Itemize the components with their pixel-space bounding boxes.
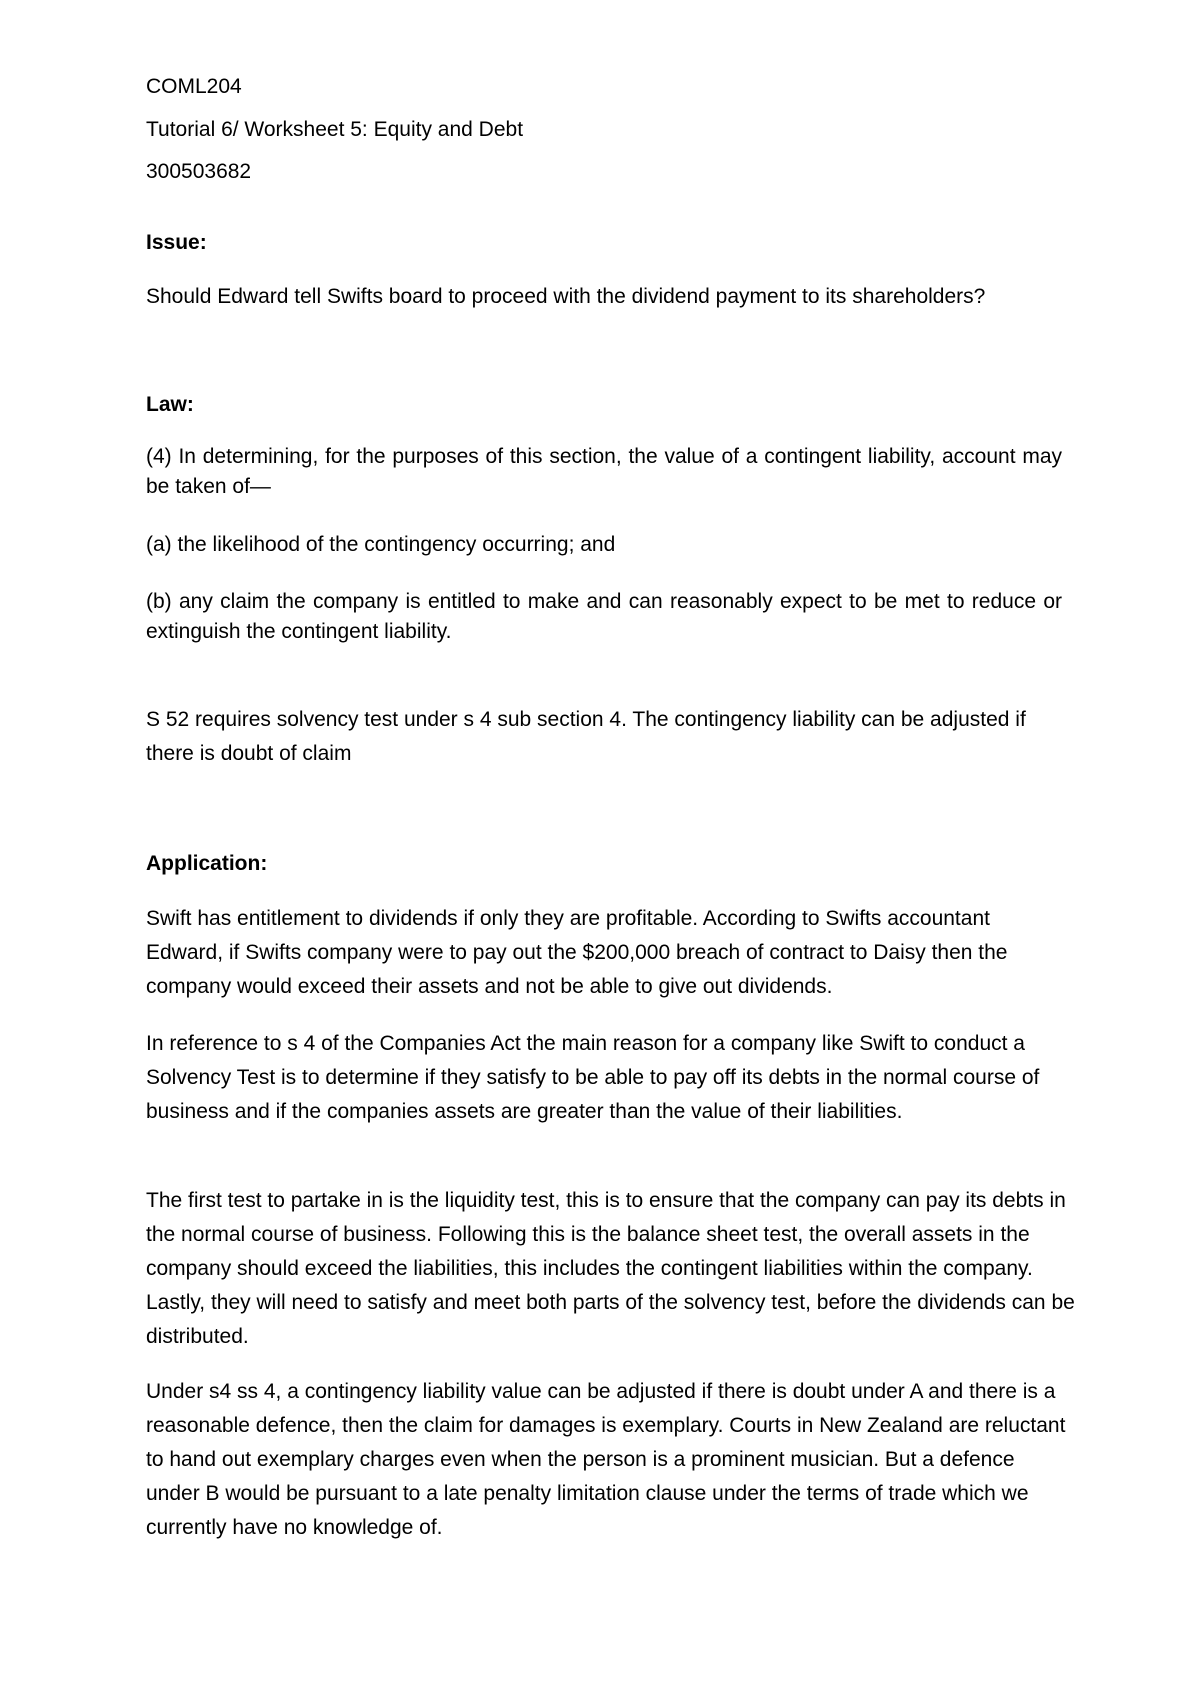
student-id: 300503682: [146, 160, 252, 183]
application-paragraph: In reference to s 4 of the Companies Act the main reason for a company like Swift to conduct a Solvency Test is to determine if they satisfy to be able to pay off its debts in the normal course of business and if the companies assets are greater than the value of their liabilities.: [146, 1032, 1040, 1123]
law-note: S 52 requires solvency test under s 4 sub section 4. The contingency liability can be adjusted if there is doubt of claim: [146, 708, 1026, 765]
law-clause-4: (4) In determining, for the purposes of this section, the value of a contingent liability, account may be taken of—: [146, 445, 1062, 498]
issue-text: Should Edward tell Swifts board to proceed with the dividend payment to its shareholders?: [146, 285, 986, 308]
course-code: COML204: [146, 75, 242, 98]
law-clause-b: (b) any claim the company is entitled to make and can reasonably expect to be met to reduce or extinguish the contingent liability.: [146, 590, 1062, 643]
application-paragraph: The first test to partake in is the liquidity test, this is to ensure that the company can pay its debts in the normal course of business. Following this is the balance sheet test, the overall assets in the company should exceed the liabilities, this includes the contingent liabilities within the company. Lastly, they will need to satisfy and meet both parts of the solvency test, before the dividends can be distributed.: [146, 1189, 1075, 1348]
law-heading: Law:: [146, 393, 194, 416]
issue-heading: Issue:: [146, 231, 207, 254]
law-clause-a: (a) the likelihood of the contingency occurring; and: [146, 533, 616, 556]
document-title: Tutorial 6/ Worksheet 5: Equity and Debt: [146, 118, 524, 141]
application-paragraph: Under s4 ss 4, a contingency liability value can be adjusted if there is doubt under A and there is a reasonable defence, then the claim for damages is exemplary. Courts in New Zealand are reluctant to hand out exemplary charges even when the person is a prominent musician. But a defence under B would be pursuant to a late penalty limitation clause under the terms of trade which we currently have no knowledge of.: [146, 1380, 1066, 1539]
application-heading: Application:: [146, 852, 268, 875]
application-paragraph: Swift has entitlement to dividends if only they are profitable. According to Swifts accountant Edward, if Swifts company were to pay out the $200,000 breach of contract to Daisy then the company would exceed their assets and not be able to give out dividends.: [146, 907, 1008, 998]
